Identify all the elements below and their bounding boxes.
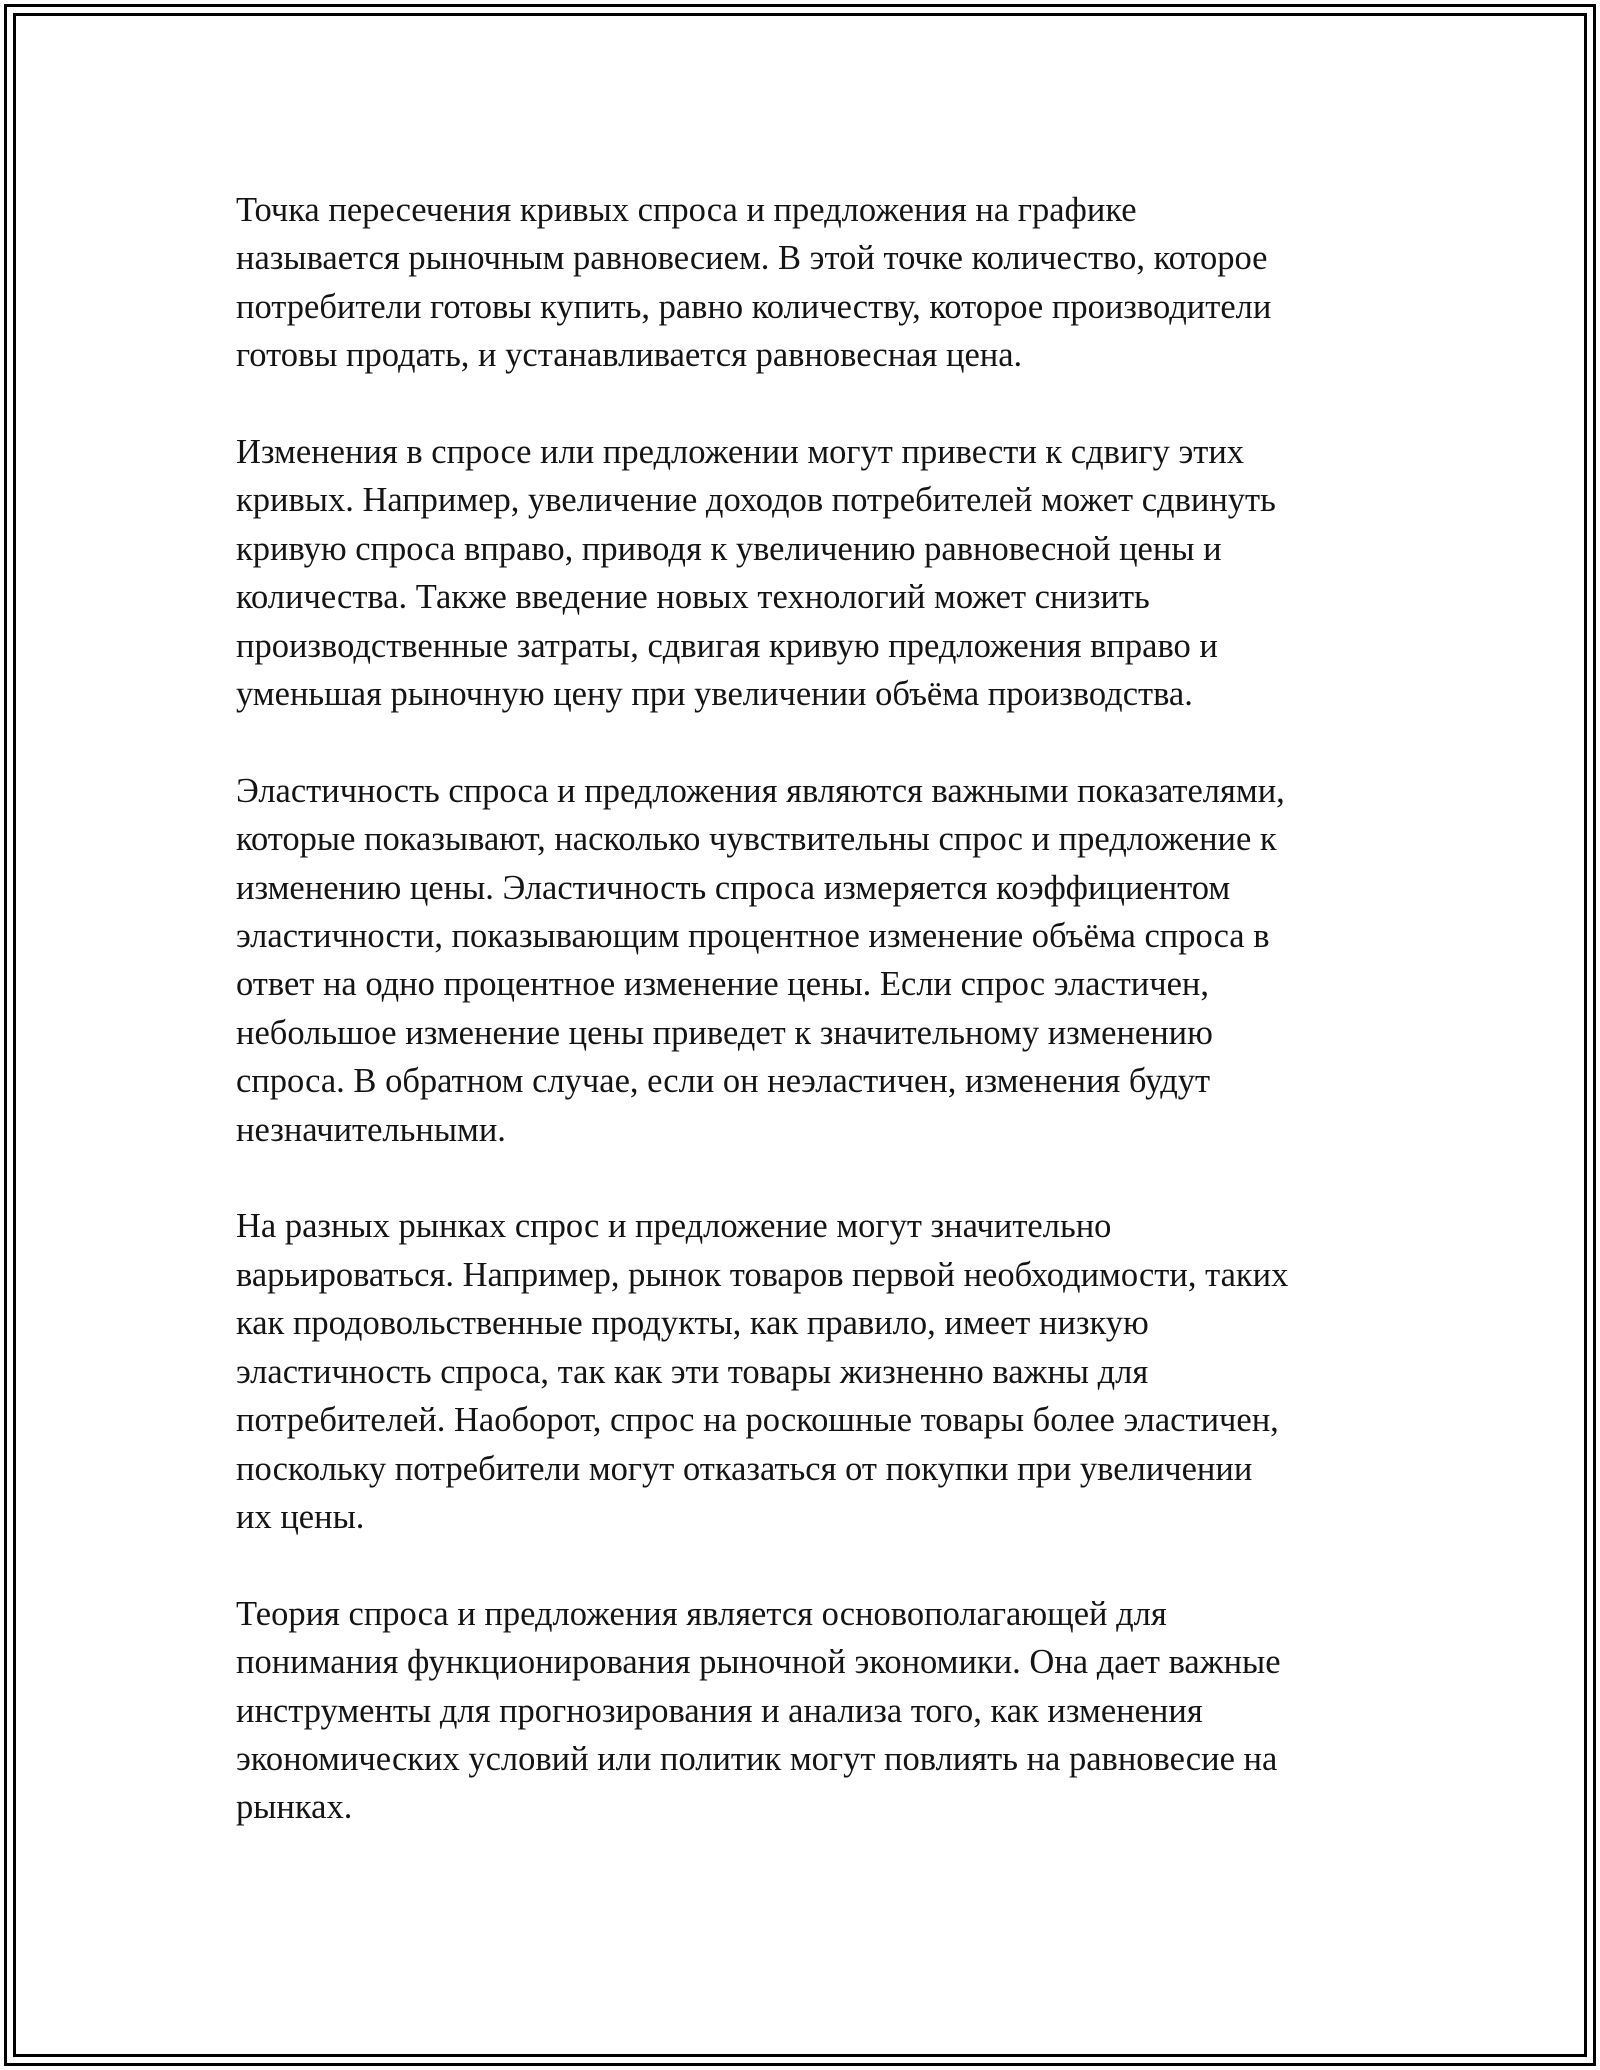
paragraph-conclusion: Теория спроса и предложения является основополагающей для понимания функционирования рыночной экономики. Она дает важные инструменты для прогнозирования и анализа того, как изменения экономических условий или политик могут повлиять на равновесие на рынках.: [236, 1594, 1281, 1827]
paragraph-curve-shifts: Изменения в спросе или предложении могут привести к сдвигу этих кривых. Например, увеличение доходов потребителей может сдвинуть кривую спроса вправо, приводя к увеличению равновесной цены и количества. Также введение новых технологий может снизить производственные затраты, сдвигая кривую предложения вправо и уменьшая рыночную цену при увеличении объёма производства.: [236, 433, 1276, 714]
paragraph-elasticity: Эластичность спроса и предложения являются важными показателями, которые показывают, насколько чувствительны спрос и предложение к изменению цены. Эластичность спроса измеряется коэффициентом эластичности, показывающим процентное изменение объёма спроса в ответ на одно процентное изменение цены. Если спрос эластичен, небольшое изменение цены приведет к значительному изменению спроса. В обратном случае, если он неэластичен, изменения будут незначительными.: [236, 771, 1285, 1149]
paragraph-market-equilibrium: Точка пересечения кривых спроса и предложения на графике называется рыночным равновесием. В этой точке количество, которое потребители готовы купить, равно количеству, которое производители готовы продать, и устанавливается равновесная цена.: [236, 191, 1272, 375]
document-body: [236, 186, 1376, 1832]
paragraph-market-differences: На разных рынках спрос и предложение могут значительно варьироваться. Например, рынок товаров первой необходимости, таких как продовольственные продукты, как правило, имеет низкую эластичность спроса, так как эти товары жизненно важны для потребителей. Наоборот, спрос на роскошные товары более эластичен, поскольку потребители могут отказаться от покупки при увеличении их цены.: [236, 1207, 1289, 1536]
